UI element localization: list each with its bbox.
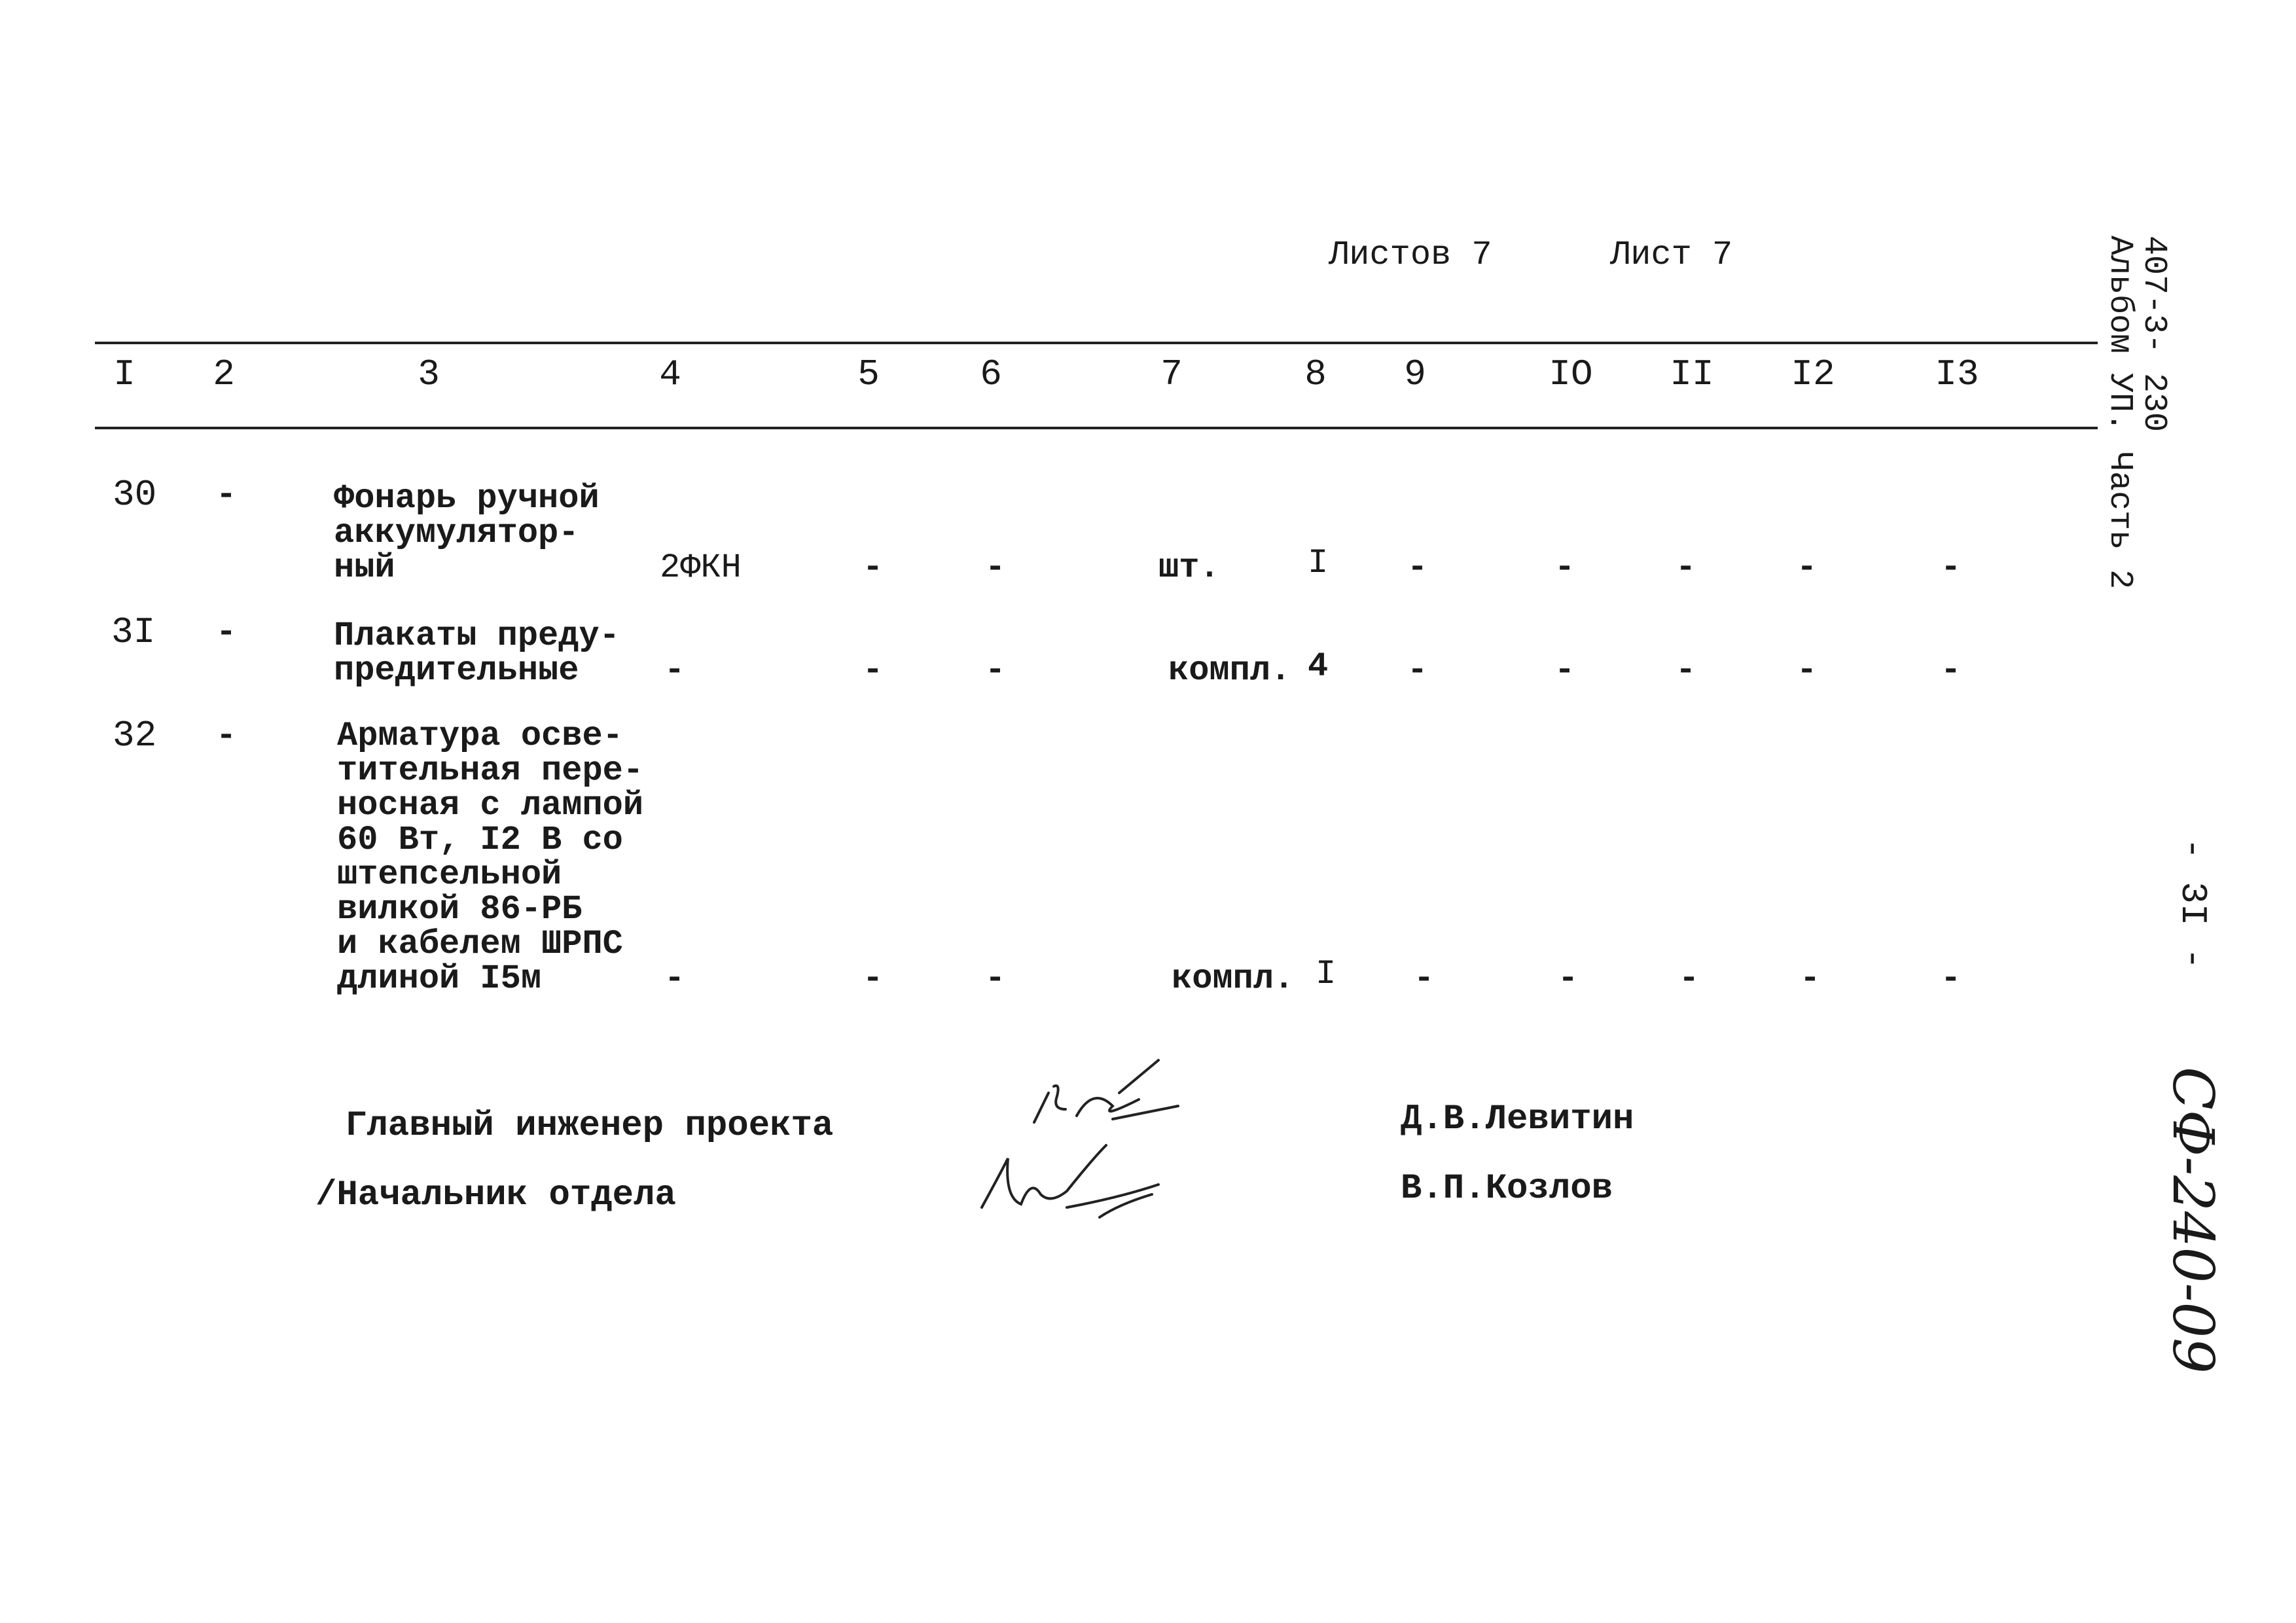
col-2-value: - bbox=[216, 613, 237, 652]
col-11-value: - bbox=[1676, 548, 1696, 587]
col-10: IO bbox=[1549, 353, 1593, 395]
col-12-value: - bbox=[1797, 548, 1818, 587]
album-part: Альбом УП. Часть 2 bbox=[2101, 236, 2138, 590]
item-type: - bbox=[664, 959, 685, 998]
table-top-rule bbox=[95, 342, 2098, 344]
item-type: - bbox=[664, 651, 685, 690]
col-6: 6 bbox=[980, 353, 1002, 395]
col-13-value: - bbox=[1941, 959, 1962, 998]
item-description-line: Арматура осве- bbox=[337, 717, 623, 755]
sheet-number: Лист 7 bbox=[1610, 236, 1733, 274]
item-description-line: предительные bbox=[334, 651, 579, 690]
unit: компл. bbox=[1172, 959, 1295, 998]
col-9-value: - bbox=[1407, 651, 1428, 690]
col-6-value: - bbox=[985, 651, 1006, 690]
col-6-value: - bbox=[985, 959, 1006, 998]
col-2-value: - bbox=[216, 476, 237, 514]
col-4: 4 bbox=[659, 353, 681, 395]
item-description-line: штепсельной bbox=[337, 855, 562, 894]
col-2: 2 bbox=[213, 353, 235, 395]
item-description-line: носная с лампой bbox=[337, 786, 644, 825]
item-description-line: длиной I5м bbox=[337, 959, 542, 998]
col-9-value: - bbox=[1407, 548, 1428, 587]
col-8: 8 bbox=[1304, 353, 1327, 395]
department-head-name: В.П.Козлов bbox=[1401, 1169, 1613, 1209]
col-6-value: - bbox=[985, 548, 1006, 587]
item-description-line: Фонарь ручной bbox=[334, 479, 600, 518]
col-11-value: - bbox=[1679, 959, 1700, 998]
row-number: 32 bbox=[113, 715, 157, 757]
item-description-line: и кабелем ШРПС bbox=[337, 925, 623, 963]
quantity: I bbox=[1308, 544, 1329, 582]
department-head-label: /Начальник отдела bbox=[315, 1175, 676, 1215]
item-description-line: ный bbox=[334, 548, 395, 587]
col-1: I bbox=[113, 353, 135, 395]
col-10-value: - bbox=[1554, 548, 1575, 587]
col-7: 7 bbox=[1160, 353, 1183, 395]
col-3: 3 bbox=[418, 353, 440, 395]
unit: компл. bbox=[1168, 651, 1291, 690]
table-header-rule bbox=[95, 427, 2098, 429]
col-13: I3 bbox=[1935, 353, 1979, 395]
row-number: 3I bbox=[111, 611, 156, 653]
chief-engineer-name: Д.В.Левитин bbox=[1401, 1099, 1634, 1139]
col-12-value: - bbox=[1797, 651, 1818, 690]
unit: шт. bbox=[1158, 548, 1220, 587]
col-11-value: - bbox=[1676, 651, 1696, 690]
col-11: II bbox=[1670, 353, 1714, 395]
album-stamp bbox=[2102, 236, 2170, 589]
col-9-value: - bbox=[1414, 959, 1435, 998]
department-head-signature bbox=[969, 1132, 1185, 1230]
col-10-value: - bbox=[1558, 959, 1579, 998]
col-5-value: - bbox=[863, 651, 884, 690]
col-5-value: - bbox=[863, 548, 884, 587]
col-10-value: - bbox=[1554, 651, 1575, 690]
chief-engineer-label: Главный инженер проекта bbox=[346, 1106, 834, 1146]
col-13-value: - bbox=[1941, 548, 1962, 587]
item-type: 2ФКН bbox=[660, 548, 742, 587]
col-9: 9 bbox=[1404, 353, 1426, 395]
album-code: 407-3- 230 bbox=[2135, 236, 2172, 433]
item-description-line: 60 Вт, I2 В со bbox=[337, 821, 623, 859]
col-2-value: - bbox=[216, 717, 237, 755]
item-description-line: тительная пере- bbox=[337, 751, 644, 790]
quantity: 4 bbox=[1308, 647, 1329, 686]
sheets-total: Листов 7 bbox=[1329, 236, 1492, 274]
handwritten-code: СФ-240-09 bbox=[2160, 1067, 2225, 1374]
col-5-value: - bbox=[863, 959, 884, 998]
row-number: 30 bbox=[113, 474, 157, 516]
chief-engineer-signature bbox=[1008, 1047, 1204, 1145]
col-5: 5 bbox=[857, 353, 880, 395]
col-12: I2 bbox=[1791, 353, 1835, 395]
item-description-line: Плакаты преду- bbox=[334, 616, 620, 655]
page-number: - 3I - bbox=[2172, 838, 2214, 970]
item-description-line: аккумулятор- bbox=[334, 514, 579, 552]
col-12-value: - bbox=[1800, 959, 1821, 998]
quantity: I bbox=[1316, 955, 1336, 993]
item-description-line: вилкой 86-РБ bbox=[337, 890, 583, 929]
col-13-value: - bbox=[1941, 651, 1962, 690]
